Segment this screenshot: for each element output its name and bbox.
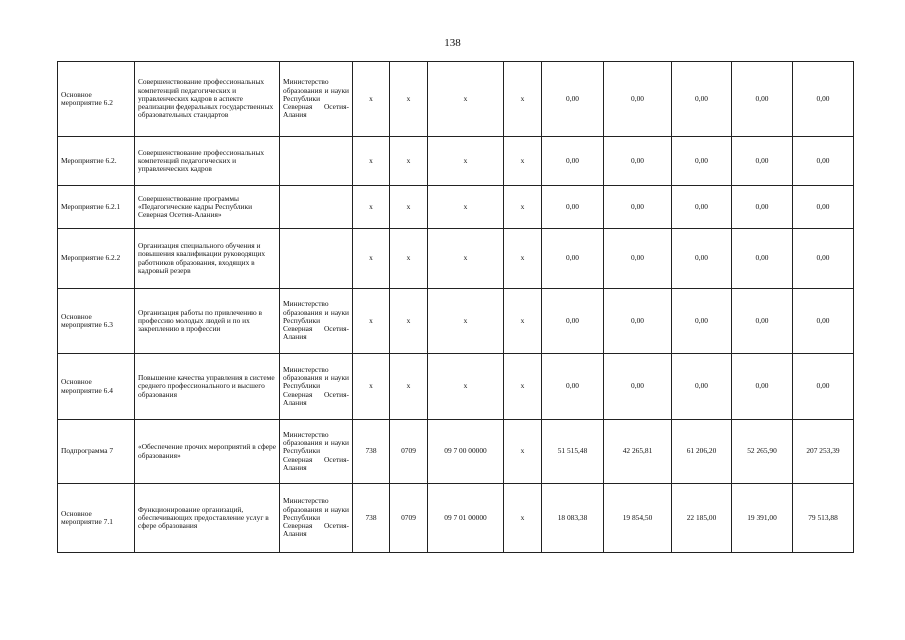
row-rzpr-cell: x <box>390 186 428 229</box>
row-year2-cell: 0,00 <box>604 289 672 354</box>
row-year2-cell: 0,00 <box>604 229 672 289</box>
row-status-cell: Подпрограмма 7 <box>58 420 135 484</box>
row-grbs-cell: 738 <box>353 420 390 484</box>
row-name-cell: Функционирование организаций, обеспечивающих предоставление услуг в сфере образования <box>135 484 280 553</box>
row-year4-cell: 0,00 <box>732 354 793 420</box>
row-executor-cell <box>280 186 353 229</box>
row-csr-cell: x <box>428 186 504 229</box>
row-name-cell: Совершенствование программы «Педагогические кадры Республики Северная Осетия-Алания» <box>135 186 280 229</box>
row-year4-cell: 19 391,00 <box>732 484 793 553</box>
row-year2-cell: 42 265,81 <box>604 420 672 484</box>
row-vr-cell: x <box>504 62 542 137</box>
row-executor-cell: Министерство образования и науки Республики Северная Осетия-Алания <box>280 354 353 420</box>
row-executor-cell: Министерство образования и науки Республики Северная Осетия-Алания <box>280 484 353 553</box>
row-rzpr-cell: x <box>390 354 428 420</box>
row-grbs-cell: x <box>353 137 390 186</box>
row-year4-cell: 0,00 <box>732 137 793 186</box>
row-total-cell: 0,00 <box>793 137 854 186</box>
row-year2-cell: 0,00 <box>604 354 672 420</box>
row-year3-cell: 0,00 <box>672 137 732 186</box>
row-year1-cell: 51 515,48 <box>542 420 604 484</box>
row-grbs-cell: x <box>353 289 390 354</box>
row-rzpr-cell: x <box>390 62 428 137</box>
row-executor-cell: Министерство образования и науки Республики Северная Осетия-Алания <box>280 420 353 484</box>
page-number: 138 <box>444 37 461 49</box>
row-total-cell: 207 253,39 <box>793 420 854 484</box>
row-name-cell: Организация работы по привлечению в профессию молодых людей и по их закреплению в профессии <box>135 289 280 354</box>
row-vr-cell: x <box>504 354 542 420</box>
row-csr-cell: x <box>428 62 504 137</box>
row-status-cell: Мероприятие 6.2.2 <box>58 229 135 289</box>
row-vr-cell: x <box>504 484 542 553</box>
row-executor-cell <box>280 229 353 289</box>
row-status-cell: Мероприятие 6.2. <box>58 137 135 186</box>
row-status-cell: Основное мероприятие 7.1 <box>58 484 135 553</box>
row-total-cell: 0,00 <box>793 229 854 289</box>
row-status-cell: Основное мероприятие 6.3 <box>58 289 135 354</box>
row-vr-cell: x <box>504 420 542 484</box>
row-year1-cell: 0,00 <box>542 137 604 186</box>
row-year2-cell: 19 854,50 <box>604 484 672 553</box>
row-year3-cell: 0,00 <box>672 229 732 289</box>
row-rzpr-cell: 0709 <box>390 420 428 484</box>
row-year3-cell: 0,00 <box>672 186 732 229</box>
row-grbs-cell: x <box>353 229 390 289</box>
row-executor-cell: Министерство образования и науки Республики Северная Осетия-Алания <box>280 62 353 137</box>
row-name-cell: «Обеспечение прочих мероприятий в сфере образования» <box>135 420 280 484</box>
row-csr-cell: x <box>428 137 504 186</box>
budget-table <box>57 61 854 553</box>
row-year4-cell: 0,00 <box>732 229 793 289</box>
row-executor-cell <box>280 137 353 186</box>
row-rzpr-cell: 0709 <box>390 484 428 553</box>
row-year3-cell: 61 206,20 <box>672 420 732 484</box>
row-vr-cell: x <box>504 229 542 289</box>
row-year1-cell: 0,00 <box>542 186 604 229</box>
table-row <box>58 229 854 289</box>
row-rzpr-cell: x <box>390 289 428 354</box>
row-year2-cell: 0,00 <box>604 62 672 137</box>
row-total-cell: 0,00 <box>793 354 854 420</box>
row-year3-cell: 0,00 <box>672 62 732 137</box>
row-name-cell: Повышение качества управления в системе среднего профессионального и высшего образования <box>135 354 280 420</box>
row-year1-cell: 0,00 <box>542 62 604 137</box>
table-row <box>58 354 854 420</box>
row-status-cell: Основное мероприятие 6.4 <box>58 354 135 420</box>
row-year3-cell: 0,00 <box>672 289 732 354</box>
row-year2-cell: 0,00 <box>604 137 672 186</box>
row-year1-cell: 18 083,38 <box>542 484 604 553</box>
row-year3-cell: 0,00 <box>672 354 732 420</box>
row-total-cell: 0,00 <box>793 62 854 137</box>
row-rzpr-cell: x <box>390 137 428 186</box>
row-executor-cell: Министерство образования и науки Республики Северная Осетия-Алания <box>280 289 353 354</box>
row-year4-cell: 0,00 <box>732 62 793 137</box>
row-year3-cell: 22 185,00 <box>672 484 732 553</box>
row-name-cell: Организация специального обучения и повышения квалификации руководящих работников образования, входящих в кадровый резерв <box>135 229 280 289</box>
row-year1-cell: 0,00 <box>542 289 604 354</box>
table-row <box>58 484 854 553</box>
row-csr-cell: 09 7 00 00000 <box>428 420 504 484</box>
row-grbs-cell: x <box>353 62 390 137</box>
row-year1-cell: 0,00 <box>542 229 604 289</box>
row-year4-cell: 0,00 <box>732 186 793 229</box>
row-status-cell: Мероприятие 6.2.1 <box>58 186 135 229</box>
row-vr-cell: x <box>504 186 542 229</box>
row-rzpr-cell: x <box>390 229 428 289</box>
row-grbs-cell: 738 <box>353 484 390 553</box>
row-vr-cell: x <box>504 289 542 354</box>
row-status-cell: Основное мероприятие 6.2 <box>58 62 135 137</box>
table-row <box>58 137 854 186</box>
row-name-cell: Совершенствование профессиональных компетенций педагогических и управленческих кадров <box>135 137 280 186</box>
row-csr-cell: 09 7 01 00000 <box>428 484 504 553</box>
row-total-cell: 0,00 <box>793 186 854 229</box>
table-row <box>58 186 854 229</box>
row-grbs-cell: x <box>353 354 390 420</box>
table-row <box>58 420 854 484</box>
table-row <box>58 62 854 137</box>
table-row <box>58 289 854 354</box>
row-grbs-cell: x <box>353 186 390 229</box>
row-total-cell: 79 513,88 <box>793 484 854 553</box>
row-year2-cell: 0,00 <box>604 186 672 229</box>
row-total-cell: 0,00 <box>793 289 854 354</box>
row-year4-cell: 0,00 <box>732 289 793 354</box>
row-csr-cell: x <box>428 354 504 420</box>
row-year4-cell: 52 265,90 <box>732 420 793 484</box>
row-year1-cell: 0,00 <box>542 354 604 420</box>
row-csr-cell: x <box>428 289 504 354</box>
row-name-cell: Совершенствование профессиональных компетенций педагогических и управленческих кадров в аспекте реализации федеральных государственных образовательных стандартов <box>135 62 280 137</box>
row-vr-cell: x <box>504 137 542 186</box>
row-csr-cell: x <box>428 229 504 289</box>
